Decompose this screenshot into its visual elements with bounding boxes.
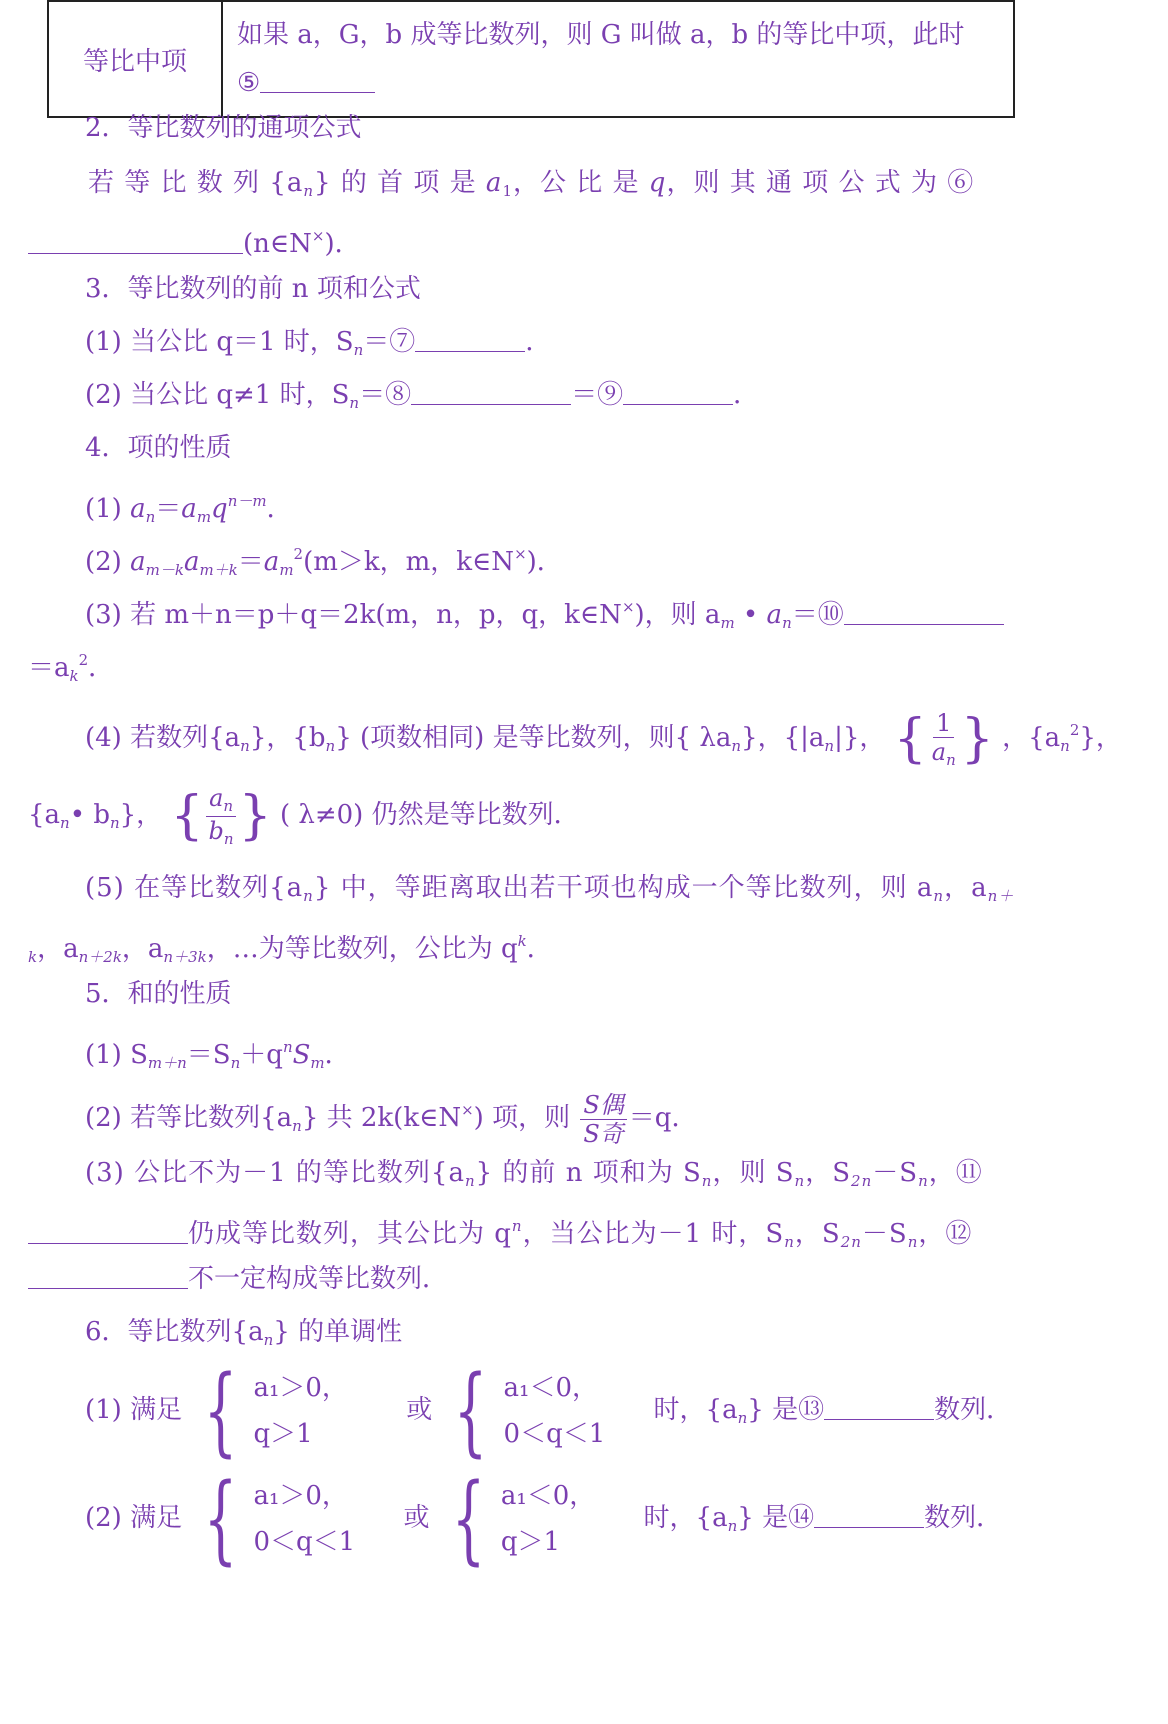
s5-line3: (3) 公比不为－1 的等比数列$\{a_n\}$ 的前 n 项和为 $S_n$，则 $S_n$，$S_{2n}-S_n$，⑪ bbox=[85, 1158, 983, 1190]
s4-line3-cont: $=a_k^2$． bbox=[28, 651, 115, 685]
s3-heading: 3．等比数列的前 n 项和公式 bbox=[85, 274, 421, 304]
table-line-1: 如果 a，G，b 成等比数列，则 G 叫做 a，b 的等比中项，此时 bbox=[237, 20, 965, 50]
s4-line5: {$a_n•$ $b_n$}， { $\frac{a_n}{b_n}$ } ( λ≠0) 仍然是等比数列． bbox=[28, 783, 580, 848]
s4-line2: (2) $a_{m-k}a_{m+k}=a_m^2(m>k$，m，k∈N×)． bbox=[85, 545, 563, 579]
s4-line1: (1) $a_n=a_mq^{n-m}$． bbox=[85, 492, 293, 526]
s5-heading: 5．和的性质 bbox=[85, 979, 232, 1009]
s6-cond2: (2) 满足 { a₁＞0， 0＜q＜1 或 { a₁＜0， q＞1 时，$\{a_n\}$ 是⑭ 数列． bbox=[85, 1463, 1003, 1575]
s4-line6: (5) 在等比数列$\{a_n\}$ 中，等距离取出若干项也构成一个等比数列，则 $a_n$，$a_{n+}$ bbox=[85, 873, 1015, 905]
s2-line2: (n∈N×)． bbox=[0, 208, 1108, 264]
s6-heading: 6．等比数列$\{a_n\}$ 的单调性 bbox=[85, 1317, 403, 1349]
s5-line2: (2) 若等比数列$\{a_n\}$ 共 2k(k∈N×) 项，则 $\frac{\text{S偶}}{\text{S奇}}$ ＝q． bbox=[85, 1090, 698, 1148]
s4-line3: (3) 若 m＋n＝p＋q＝2k(m，n，p，q，k∈N×)，则 $a_m$ • $a_n=⑩$ bbox=[0, 579, 1165, 635]
table-label: 等比中项 bbox=[48, 1, 222, 117]
s5-line5: 不一定构成等比数列． bbox=[0, 1251, 1108, 1307]
s2-line1: 若 等 比 数 列 $\{a_n\}$ 的 首 项 是 $a_1$，公 比 是 q，则 其 通 项 公 式 为 ⑥ bbox=[88, 168, 975, 200]
s5-line4: 仍成等比数列，其公比为 $q^n$，当公比为－1 时，$S_n$，$S_{2n}-S_n$，⑫ bbox=[0, 1198, 1108, 1254]
s3-line2: (2) 当公比 q≠1 时，$S_n=⑧$ ＝⑨ ． bbox=[0, 367, 1165, 423]
s3-line1: (1) 当公比 q＝1 时，$S_n=⑦$ ． bbox=[0, 314, 1165, 370]
s6-cond1: (1) 满足 { a₁＞0， q＞1 或 { a₁＜0， 0＜q＜1 时，$\{a_n\}$ 是⑬ 数列． bbox=[85, 1355, 1013, 1467]
table-line-2: ⑤ bbox=[237, 59, 1012, 107]
s4-heading: 4．项的性质 bbox=[85, 433, 232, 463]
s4-line7: $_k$，$a_{n+2k}$，$a_{n+3k}$，…为等比数列，公比为 $q^k$． bbox=[28, 932, 553, 966]
s2-heading: 2．等比数列的通项公式 bbox=[85, 113, 362, 143]
s5-line1: (1) $S_{m+n}=S_n+q^nS_m$． bbox=[85, 1038, 351, 1072]
s4-line4: (4) 若数列$\{a_n\}$，$\{b_n\}$ (项数相同) 是等比数列，则{ $\lambda a_n$}，$\{|a_n|\}$， { $\frac{1}{a_n}$ } ，$\{a_n^2\}$， bbox=[85, 708, 1122, 769]
